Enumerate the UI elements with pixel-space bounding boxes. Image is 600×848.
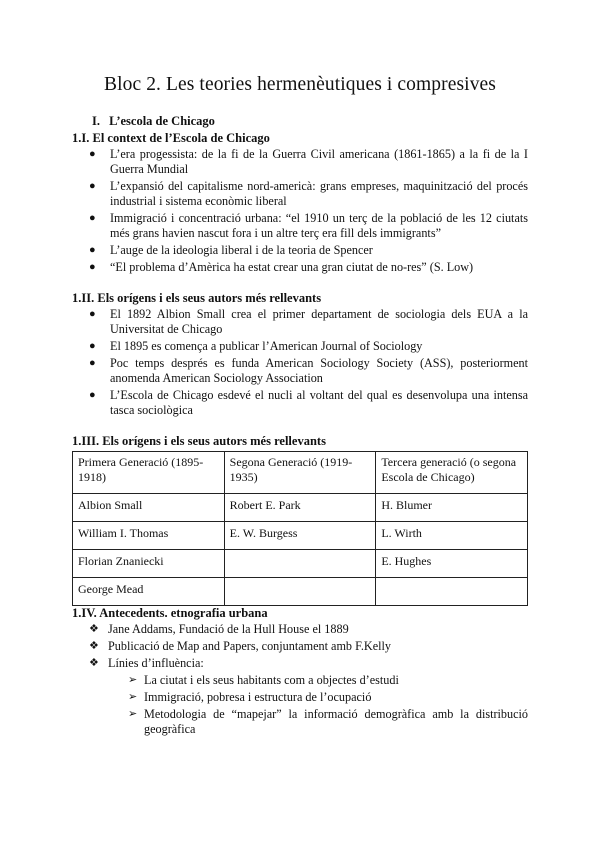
- table-cell: George Mead: [73, 578, 225, 606]
- bullet-icon: ●: [89, 148, 96, 160]
- page-title: Bloc 2. Les teories hermenèutiques i compresives: [104, 74, 496, 95]
- list-item: ● El 1895 es comença a publicar l’American Journal of Sociology: [89, 339, 423, 353]
- bullet-icon: ●: [89, 308, 96, 320]
- section-number: I.: [92, 114, 100, 128]
- sub-list-item: ➢ Immigració, pobresa i estructura de l’ocupació: [128, 690, 372, 704]
- list-item: ❖ Publicació de Map and Papers, conjuntament amb F.Kelly: [89, 639, 391, 653]
- origins-list: [72, 307, 528, 420]
- subsection-heading-antecedents: 1.IV. Antecedents. etnografia urbana: [72, 606, 268, 620]
- arrow-bullet-icon: ➢: [128, 708, 138, 720]
- list-item: ❖ Línies d’influència: ➢ La ciutat i els seus habitants com a objectes d’estudi ➢ Immigració, pobresa i estructura de l’ocupació ➢ Metodologia de “mapejar” la informació demogràfica amb la distribució geogràfica: [89, 656, 528, 736]
- table-cell: [376, 578, 528, 606]
- arrow-bullet-icon: ➢: [128, 691, 138, 703]
- table-row: [73, 550, 528, 578]
- list-item: ● Immigració i concentració urbana: “el 1910 un terç de la població de les 12 ciutats més grans havien nascut fora i un altre terç era fill dels immigrants”: [89, 211, 528, 240]
- table-cell: E. W. Burgess: [224, 522, 376, 550]
- antecedents-list: [72, 622, 528, 739]
- bullet-icon: ●: [89, 212, 96, 224]
- bullet-icon: ●: [89, 340, 96, 352]
- list-item: ● L’Escola de Chicago esdevé el nucli al voltant del qual es desenvolupa una intensa tasca sociològica: [89, 388, 528, 417]
- section-title: L’escola de Chicago: [109, 114, 215, 128]
- sub-list-item: ➢ Metodologia de “mapejar” la informació demogràfica amb la distribució geogràfica: [128, 707, 528, 736]
- table-cell: William I. Thomas: [73, 522, 225, 550]
- table-cell: [224, 578, 376, 606]
- bullet-icon: ●: [89, 244, 96, 256]
- table-cell: L. Wirth: [376, 522, 528, 550]
- context-list: [72, 147, 528, 277]
- list-item: ● El 1892 Albion Small crea el primer departament de sociologia dels EUA a la Universitat de Chicago: [89, 307, 528, 336]
- generations-table: [72, 451, 528, 606]
- diamond-bullet-icon: ❖: [89, 657, 99, 669]
- section-heading-1: [92, 114, 215, 129]
- table-cell: E. Hughes: [376, 550, 528, 578]
- bullet-icon: ●: [89, 357, 96, 369]
- list-item: ● L’auge de la ideologia liberal i de la teoria de Spencer: [89, 243, 373, 257]
- table-cell: Florian Znaniecki: [73, 550, 225, 578]
- table-cell: [224, 550, 376, 578]
- list-item: ● L’expansió del capitalisme nord-americà: grans empreses, maquinització del procés industrial i sistema econòmic liberal: [89, 179, 528, 208]
- bullet-icon: ●: [89, 389, 96, 401]
- diamond-bullet-icon: ❖: [89, 623, 99, 635]
- table-cell: H. Blumer: [376, 494, 528, 522]
- table-cell: Robert E. Park: [224, 494, 376, 522]
- subsection-heading-authors: 1.III. Els orígens i els seus autors més rellevants: [72, 434, 326, 448]
- list-item: ❖ Jane Addams, Fundació de la Hull House el 1889: [89, 622, 349, 636]
- table-row: [73, 494, 528, 522]
- table-cell: Albion Small: [73, 494, 225, 522]
- bullet-icon: ●: [89, 261, 96, 273]
- sub-list-item: ➢ La ciutat i els seus habitants com a objectes d’estudi: [128, 673, 399, 687]
- table-header-cell: Primera Generació (1895-1918): [73, 452, 225, 494]
- table-row: [73, 578, 528, 606]
- list-item: ● “El problema d’Amèrica ha estat crear una gran ciutat de no-res” (S. Low): [89, 260, 474, 274]
- diamond-bullet-icon: ❖: [89, 640, 99, 652]
- table-header-cell: Tercera generació (o segona Escola de Chicago): [376, 452, 528, 494]
- table-header-cell: Segona Generació (1919-1935): [224, 452, 376, 494]
- subsection-heading-origins: 1.II. Els orígens i els seus autors més rellevants: [72, 291, 322, 305]
- influence-sublist: [108, 673, 528, 737]
- list-item: ● Poc temps després es funda American Sociology Society (ASS), posteriorment anomenda American Sociology Association: [89, 356, 528, 385]
- table-header-row: [73, 452, 528, 494]
- table-row: [73, 522, 528, 550]
- bullet-icon: ●: [89, 180, 96, 192]
- list-item: ● L’era progessista: de la fi de la Guerra Civil americana (1861-1865) a la fi de la I Guerra Mundial: [89, 147, 528, 176]
- arrow-bullet-icon: ➢: [128, 674, 138, 686]
- subsection-heading-context: 1.I. El context de l’Escola de Chicago: [72, 131, 270, 145]
